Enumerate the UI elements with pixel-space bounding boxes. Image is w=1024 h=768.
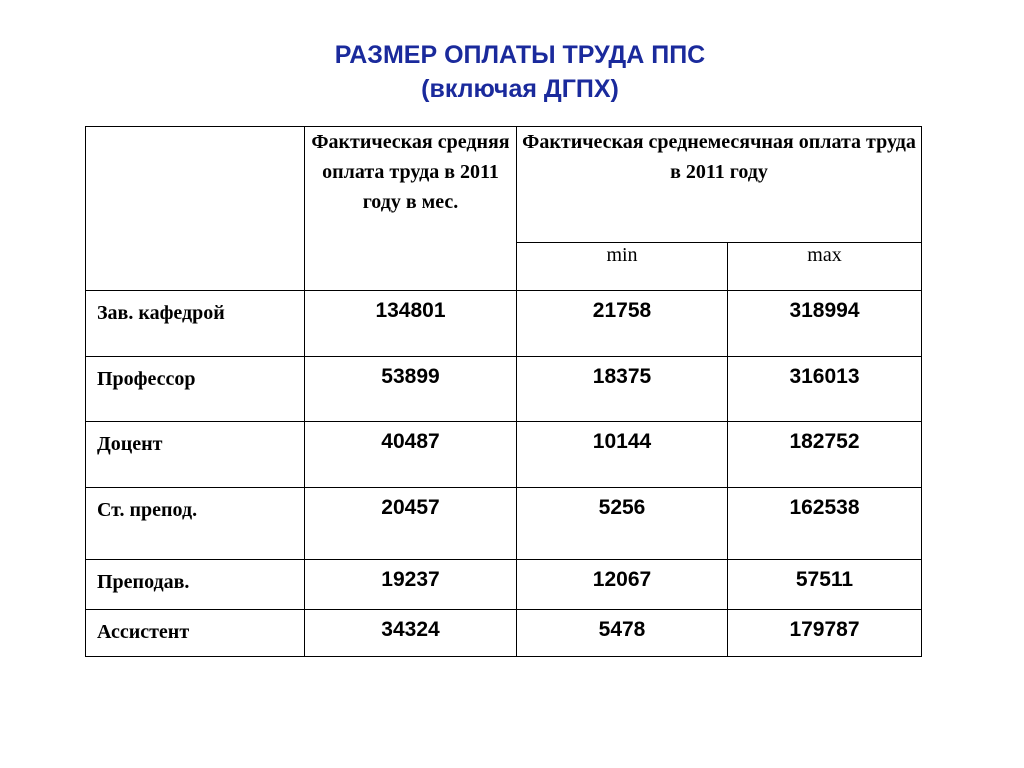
position-cell: Ассистент [86, 610, 305, 657]
min-cell: 10144 [517, 422, 728, 488]
max-cell: 162538 [728, 488, 922, 560]
header-row [86, 127, 922, 243]
header-max: max [728, 243, 922, 291]
table-row [86, 357, 922, 422]
min-cell: 18375 [517, 357, 728, 422]
average-cell: 20457 [305, 488, 517, 560]
header-empty-cell [86, 127, 305, 291]
position-cell: Преподав. [86, 560, 305, 610]
average-cell: 34324 [305, 610, 517, 657]
average-cell: 19237 [305, 560, 517, 610]
max-cell: 318994 [728, 291, 922, 357]
position-cell: Профессор [86, 357, 305, 422]
table-row [86, 422, 922, 488]
max-cell: 182752 [728, 422, 922, 488]
header-monthly-pay: Фактическая среднемесячная оплата труда в 2011 году [517, 127, 922, 243]
salary-table [85, 126, 922, 657]
position-cell: Ст. препод. [86, 488, 305, 560]
max-cell: 57511 [728, 560, 922, 610]
position-cell: Доцент [86, 422, 305, 488]
min-cell: 5478 [517, 610, 728, 657]
table-row [86, 291, 922, 357]
header-min: min [517, 243, 728, 291]
max-cell: 179787 [728, 610, 922, 657]
min-cell: 5256 [517, 488, 728, 560]
max-cell: 316013 [728, 357, 922, 422]
title-line-1: РАЗМЕР ОПЛАТЫ ТРУДА ППС [334, 41, 706, 69]
average-cell: 53899 [305, 357, 517, 422]
title-line-2: (включая ДГПХ) [421, 75, 619, 103]
average-cell: 40487 [305, 422, 517, 488]
table-row [86, 560, 922, 610]
header-average-pay: Фактическая средняя оплата труда в 2011 году в мес. [305, 127, 517, 291]
position-cell: Зав. кафедрой [86, 291, 305, 357]
table-row [86, 488, 922, 560]
min-cell: 12067 [517, 560, 728, 610]
min-cell: 21758 [517, 291, 728, 357]
table-row [86, 610, 922, 657]
average-cell: 134801 [305, 291, 517, 357]
slide-title [0, 38, 1024, 106]
